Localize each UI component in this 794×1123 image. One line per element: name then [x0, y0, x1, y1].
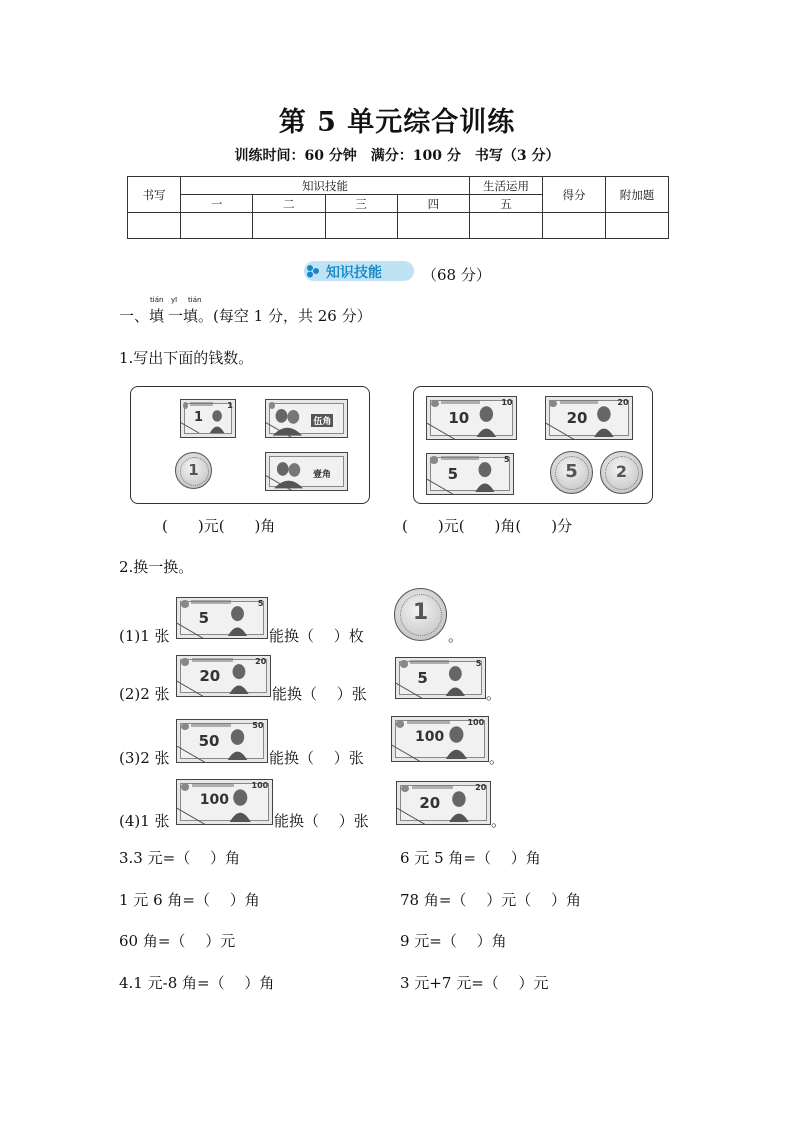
score-table [127, 176, 669, 239]
banknote-10-yuan: 10 10 [426, 396, 517, 440]
conversion-c1[interactable]: 60 角=（ ）元 [119, 932, 236, 950]
q1-sub2: 2.换一换。 [119, 558, 194, 576]
score-cell-4[interactable] [397, 213, 469, 239]
score-cell-3[interactable] [325, 213, 397, 239]
conversion-c2[interactable]: 9 元=（ ）角 [400, 932, 507, 950]
conversion-b2[interactable]: 78 角=（ ）元（ ）角 [400, 891, 581, 909]
exchange-3-middle[interactable]: 能换（ ）张 [269, 749, 364, 767]
exchange-1-end: 。 [448, 627, 464, 645]
score-cell-1[interactable] [181, 213, 253, 239]
score-cell-5[interactable] [470, 213, 543, 239]
col-3: 三 [325, 195, 397, 213]
score-cell-2[interactable] [253, 213, 325, 239]
answer-right[interactable]: ( )元( )角( )分 [402, 517, 573, 535]
conversion-d1[interactable]: 4.1 元-8 角=（ ）角 [119, 974, 275, 992]
banknote-1-yuan: 1 1 [180, 399, 236, 438]
pinyin-1: tián [150, 296, 164, 304]
banknote-20-yuan-ex2: 20 20 [176, 655, 271, 697]
exchange-4-end: 。 [491, 812, 507, 830]
exchange-1-prefix: (1)1 张 [119, 627, 170, 645]
extra-header: 附加题 [606, 177, 669, 213]
section-label: 知识技能 [326, 265, 382, 281]
writing-header: 书写 [128, 177, 181, 213]
score-header: 得分 [543, 177, 606, 213]
q1-tail: 。(每空 1 分，共 26 分） [198, 307, 372, 325]
exchange-2-prefix: (2)2 张 [119, 685, 170, 703]
coin-5-jiao: 5 [550, 451, 593, 494]
banknote-20-yuan: 20 20 [545, 396, 633, 440]
coin-1-yuan: 1 [394, 588, 447, 641]
conversion-a2[interactable]: 6 元 5 角=（ ）角 [400, 849, 541, 867]
col-4: 四 [397, 195, 469, 213]
dots-icon [306, 264, 320, 278]
exchange-4-middle[interactable]: 能换（ ）张 [274, 812, 369, 830]
exchange-3-prefix: (3)2 张 [119, 749, 170, 767]
page-subtitle: 训练时间：60 分钟 满分：100 分 书写（3 分） [234, 148, 560, 164]
life-header: 生活运用 [470, 177, 543, 195]
coin-2-fen: 2 [600, 451, 643, 494]
col-2: 二 [253, 195, 325, 213]
answer-left[interactable]: ( )元( )角 [162, 517, 276, 535]
col-5: 五 [470, 195, 543, 213]
conversion-a1[interactable]: 3.3 元=（ ）角 [119, 849, 240, 867]
q1-char1: tián 填 [149, 296, 165, 325]
section-badge [304, 261, 414, 281]
section-points: （68 分） [422, 266, 491, 284]
page-title: 第 5 单元综合训练 [278, 107, 516, 138]
coin-1-jiao: 1 [175, 452, 212, 489]
q1-number: 一、 [119, 307, 150, 325]
exchange-2-end: 。 [486, 685, 502, 703]
banknote-5-yuan-ex2: 5 5 [395, 657, 486, 699]
conversion-b1[interactable]: 1 元 6 角=（ ）角 [119, 891, 260, 909]
q1-char2: yī tián 一填 [168, 296, 202, 325]
exchange-3-end: 。 [489, 749, 505, 767]
banknote-50-yuan: 50 50 [176, 719, 268, 763]
banknote-100-yuan-ex4: 100 100 [176, 779, 273, 825]
pinyin-2: yī [171, 296, 178, 304]
banknote-100-yuan-ex3: 100 100 [391, 716, 489, 762]
knowledge-header: 知识技能 [181, 177, 470, 195]
banknote-1-jiao: 壹角 [265, 452, 348, 491]
pinyin-3: tián [188, 296, 202, 304]
banknote-5-jiao: 伍角 [265, 399, 348, 438]
exchange-4-prefix: (4)1 张 [119, 812, 170, 830]
q1-heading [119, 296, 372, 326]
total-score-cell[interactable] [543, 213, 606, 239]
banknote-5-yuan-ex1: 5 5 [176, 597, 268, 639]
exchange-2-middle[interactable]: 能换（ ）张 [272, 685, 367, 703]
extra-score-cell[interactable] [606, 213, 669, 239]
conversion-d2[interactable]: 3 元+7 元=（ ）元 [400, 974, 549, 992]
writing-cell[interactable] [128, 213, 181, 239]
q1-sub1: 1.写出下面的钱数。 [119, 349, 254, 367]
col-1: 一 [181, 195, 253, 213]
banknote-5-yuan: 5 5 [426, 453, 514, 495]
exchange-1-middle[interactable]: 能换（ ）枚 [269, 627, 364, 645]
banknote-20-yuan-ex4: 20 20 [396, 781, 491, 825]
